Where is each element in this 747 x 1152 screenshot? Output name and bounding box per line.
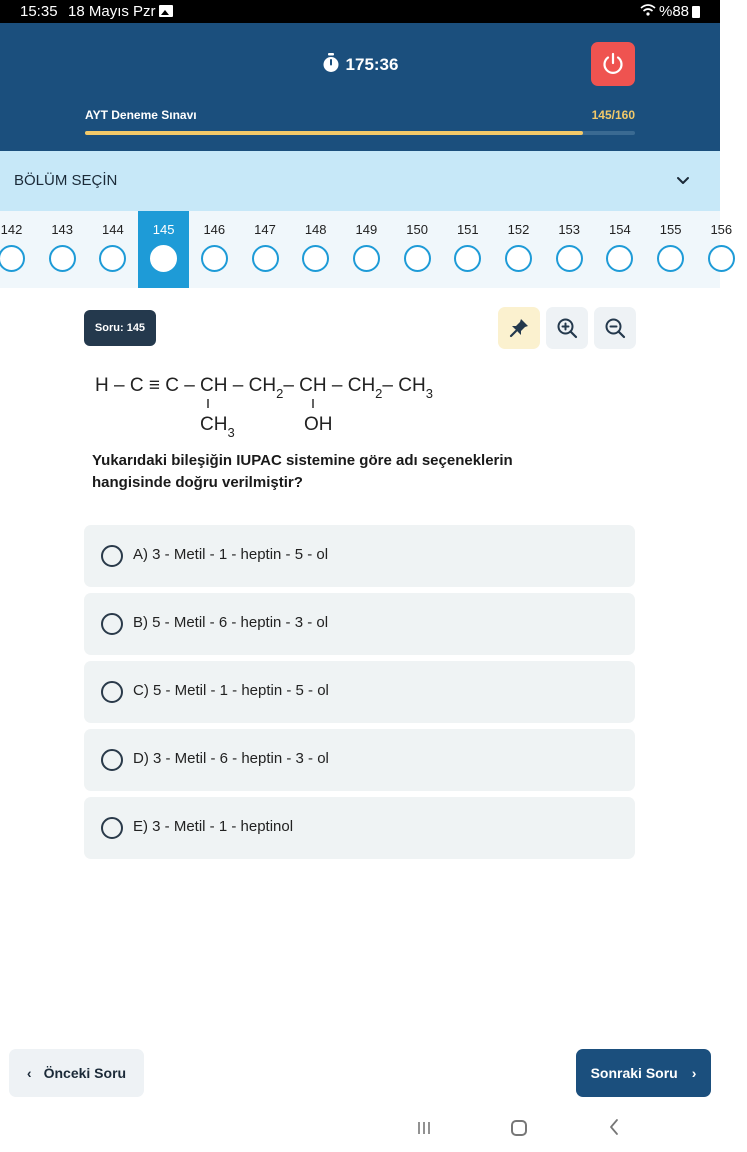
answer-option[interactable] [84,525,635,587]
formula-hydroxyl-group: OH [304,414,333,435]
zoom-out-button[interactable] [594,307,636,349]
answer-option-text: B) 5 - Metil - 6 - heptin - 3 - ol [133,614,329,631]
question-nav-item[interactable] [442,211,493,288]
question-nav-number: 144 [102,222,124,237]
pin-button[interactable] [498,307,540,349]
question-status-circle [708,245,735,272]
image-notification-icon [159,5,173,17]
structural-formula [95,365,515,440]
answer-option-text: E) 3 - Metil - 1 - heptinol [133,818,294,835]
question-nav-item[interactable] [189,211,240,288]
question-number-badge: Soru: 145 [84,310,156,346]
question-nav-number: 151 [456,222,479,237]
question-nav-item[interactable] [341,211,392,288]
chevron-right-icon: › [691,1065,697,1081]
answer-option[interactable] [84,593,635,655]
exit-exam-button[interactable] [591,42,635,86]
question-status-circle [404,245,431,272]
status-bar [0,0,720,23]
radio-button[interactable] [101,681,123,703]
question-status-circle [150,245,177,272]
question-nav-number: 147 [254,222,276,237]
question-progress-count: 145/160 [591,108,635,122]
question-status-circle [252,245,279,272]
chevron-left-icon: ‹ [26,1065,32,1081]
question-nav-number: 150 [406,222,428,237]
question-nav-item[interactable] [0,211,37,288]
pin-icon [508,317,530,339]
power-icon [600,51,626,77]
question-status-circle [454,245,481,272]
question-nav-number: 154 [609,222,631,237]
question-nav-item[interactable] [645,211,696,288]
question-nav-number: 143 [51,222,74,237]
exam-header [0,23,720,151]
progress-bar-fill [85,131,583,135]
radio-button[interactable] [101,817,123,839]
exam-title: AYT Deneme Sınavı [85,108,197,122]
question-nav-item[interactable] [696,211,747,288]
question-nav-item[interactable] [87,211,138,288]
status-date: 18 Mayıs Pzr [68,3,156,20]
question-nav-number: 152 [507,222,530,237]
question-nav-item[interactable] [290,211,341,288]
section-select-dropdown[interactable] [0,151,720,211]
zoom-in-button[interactable] [546,307,588,349]
chevron-down-icon [676,173,690,191]
radio-button[interactable] [101,613,123,635]
question-nav-item[interactable] [392,211,443,288]
question-number-strip [0,211,733,288]
battery-icon [692,6,700,18]
question-nav-item[interactable] [138,211,189,288]
question-nav-number: 146 [203,222,226,237]
back-icon[interactable] [608,1118,620,1141]
answer-option-text: A) 3 - Metil - 1 - heptin - 5 - ol [133,546,329,563]
system-navigation-bar [0,1108,720,1148]
answer-option[interactable] [84,661,635,723]
question-status-circle [201,245,228,272]
question-status-circle [657,245,684,272]
stopwatch-icon [322,53,340,78]
status-time: 15:35 [20,3,58,20]
question-nav-number: 149 [355,222,378,237]
zoom-out-icon [604,317,626,339]
question-nav-number: 155 [659,222,682,237]
zoom-in-icon [556,317,578,339]
question-nav-number: 153 [558,222,581,237]
question-text: Yukarıdaki bileşiğin IUPAC sistemine göre adı seçeneklerin hangisinde doğru verilmiştir? [92,452,513,491]
question-status-circle [606,245,633,272]
question-status-circle [302,245,329,272]
wifi-icon [640,3,656,20]
radio-button[interactable] [101,545,123,567]
question-nav-item[interactable] [240,211,291,288]
previous-question-button[interactable] [9,1049,144,1097]
question-nav-item[interactable] [544,211,595,288]
timer-value: 175:36 [345,55,399,74]
next-question-label: Sonraki Soru [590,1065,678,1081]
question-status-circle [505,245,532,272]
answer-option[interactable] [84,729,635,791]
answer-option-text: C) 5 - Metil - 1 - heptin - 5 - ol [133,682,329,699]
battery-level: %88 [659,3,690,20]
section-select-label: BÖLÜM SEÇİN [14,172,118,189]
progress-bar [85,131,635,135]
previous-question-label: Önceki Soru [43,1065,127,1081]
question-nav-item[interactable] [37,211,88,288]
question-nav-number: 148 [304,222,327,237]
formula-main-chain: H – C ≡ C – CH – $CH_2-$ CH – $CH_2-$ $CH_3$ [95,375,433,401]
question-status-circle [556,245,583,272]
question-status-circle [49,245,76,272]
question-nav-item[interactable] [594,211,645,288]
next-question-button[interactable] [576,1049,711,1097]
formula-methyl-group: $CH_3$ [200,414,235,440]
question-status-circle [99,245,126,272]
radio-button[interactable] [101,749,123,771]
answer-option-text: D) 3 - Metil - 6 - heptin - 3 - ol [133,750,329,767]
question-nav-number: 156 [710,222,733,237]
question-nav-number: 145 [152,222,175,237]
home-icon[interactable] [511,1120,527,1136]
question-status-circle [353,245,380,272]
answer-option[interactable] [84,797,635,859]
question-nav-item[interactable] [493,211,544,288]
recent-apps-icon[interactable] [416,1120,432,1141]
question-status-circle [0,245,25,272]
question-nav-number: 142 [0,222,23,237]
